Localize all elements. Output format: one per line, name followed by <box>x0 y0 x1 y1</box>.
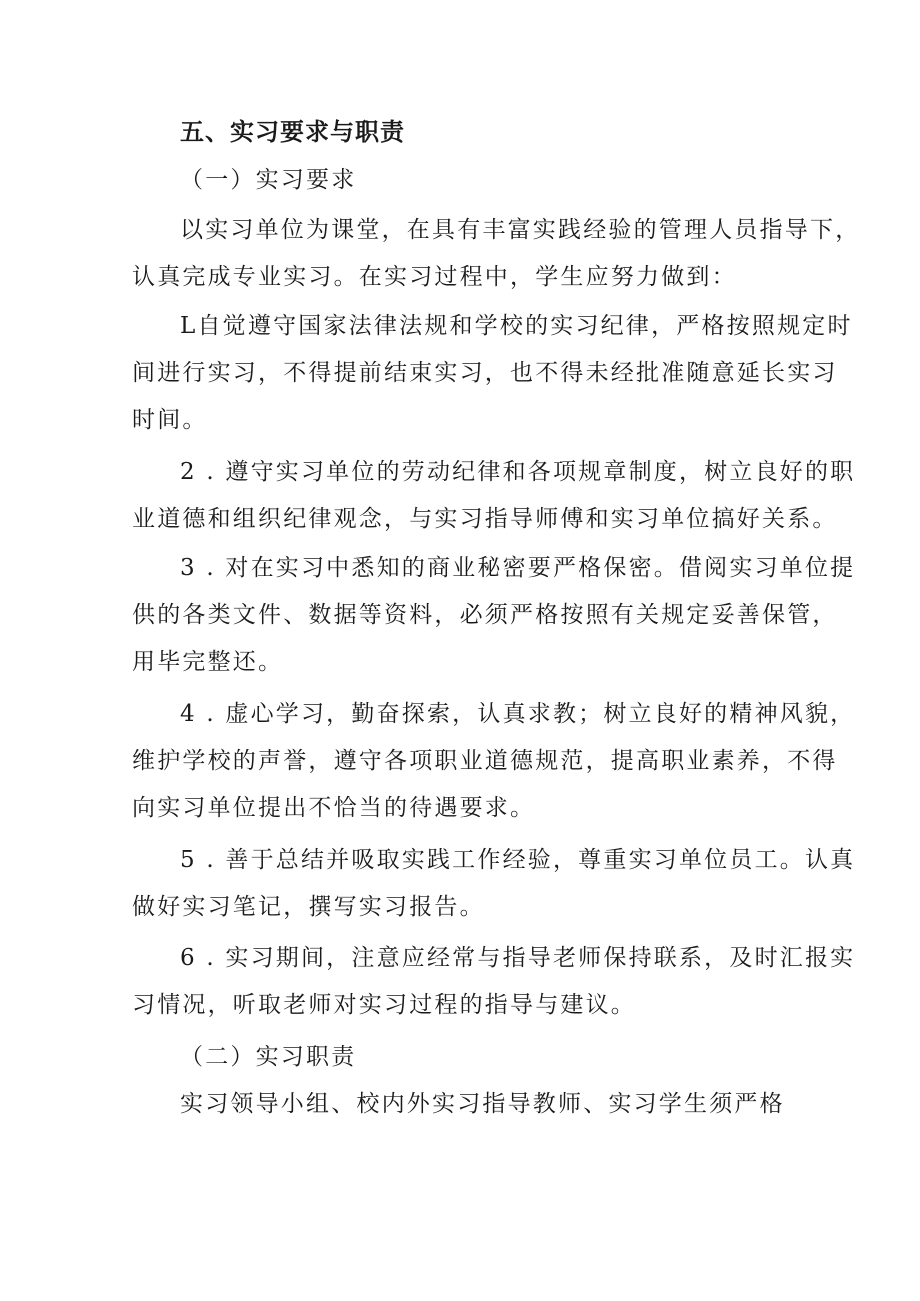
item-5-line-1: 5 . 善于总结并吸取实践工作经验，尊重实习单位员工。认真 <box>180 847 856 873</box>
item-2-line-1: 2 . 遵守实习单位的劳动纪律和各项规章制度，树立良好的职 <box>180 459 856 485</box>
item-4-line-1: 4 . 虚心学习，勤奋探索，认真求教；树立良好的精神风貌， <box>180 701 856 727</box>
subsection-2-title: （二）实习职责 <box>180 1044 357 1070</box>
intro-line-1: 以实习单位为课堂，在具有丰富实践经验的管理人员指导下， <box>180 217 861 243</box>
item-6-line-1: 6 . 实习期间，注意应经常与指导老师保持联系，及时汇报实 <box>180 945 856 971</box>
item-4-line-2: 维护学校的声誉，遵守各项职业道德规范，提高职业素养，不得 <box>132 748 838 774</box>
item-2-line-2: 业道德和组织纪律观念，与实习指导师傅和实习单位搞好关系。 <box>132 506 838 532</box>
item-1-line-2: 间进行实习，不得提前结束实习，也不得未经批准随意延长实习 <box>132 360 838 386</box>
item-4-line-3: 向实习单位提出不恰当的待遇要求。 <box>132 795 536 821</box>
subsection-2-line-1: 实习领导小组、校内外实习指导教师、实习学生须严格 <box>180 1091 785 1117</box>
item-3-line-3: 用毕完整还。 <box>132 649 284 675</box>
item-5-line-2: 做好实习笔记，撰写实习报告。 <box>132 894 485 920</box>
section-title: 五、实习要求与职责 <box>180 118 405 146</box>
item-6-line-2: 习情况，听取老师对实习过程的指导与建议。 <box>132 992 636 1018</box>
item-1-line-3: 时间。 <box>132 407 208 433</box>
subsection-1-title: （一）实习要求 <box>180 167 357 193</box>
item-3-line-1: 3 . 对在实习中悉知的商业秘密要严格保密。借阅实习单位提 <box>180 555 856 581</box>
item-3-line-2: 供的各类文件、数据等资料，必须严格按照有关规定妥善保管， <box>132 602 838 628</box>
intro-line-2: 认真完成专业实习。在实习过程中，学生应努力做到： <box>132 264 737 290</box>
item-1-line-1: L自觉遵守国家法律法规和学校的实习纪律，严格按照规定时 <box>180 313 853 339</box>
